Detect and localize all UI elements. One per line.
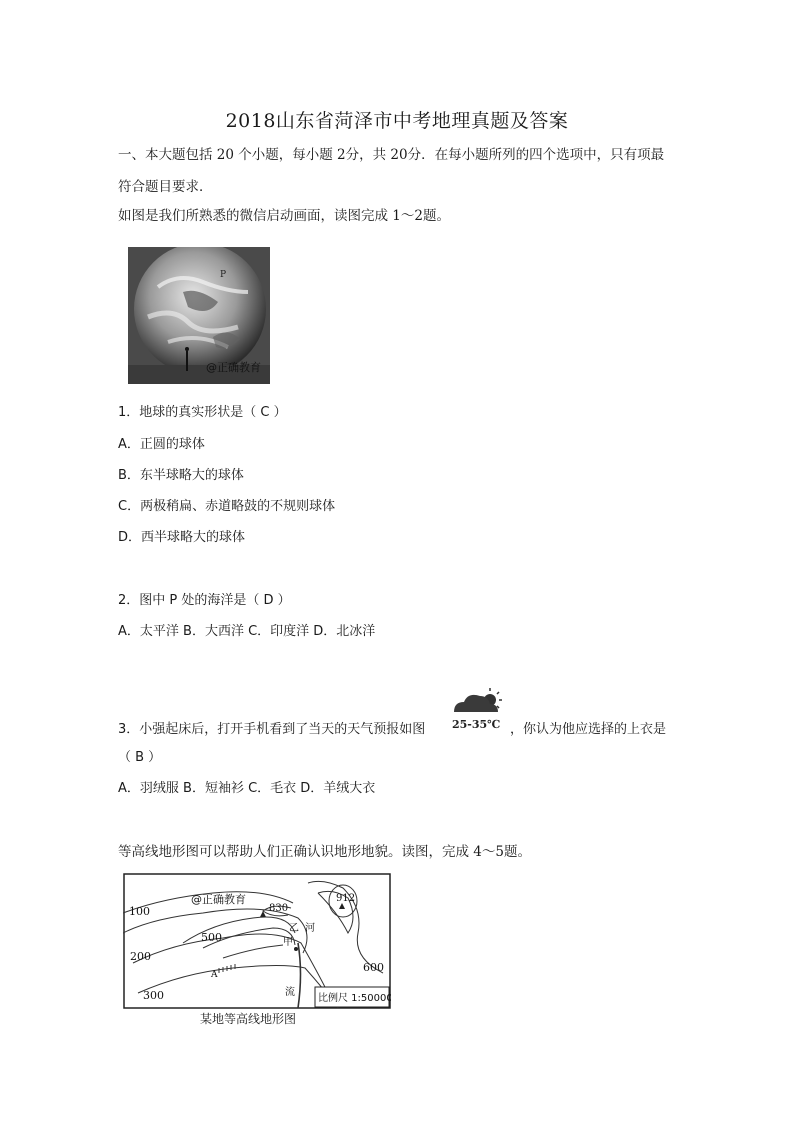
map-label-500: 500 (201, 931, 222, 944)
earth-watermark: @正确教育 (206, 361, 261, 374)
earth-image (128, 247, 270, 384)
map-label-yi: 乙 (289, 923, 299, 934)
map-label-830: 830 (269, 903, 289, 914)
map-label-300: 300 (143, 989, 164, 1002)
q3-answer: （ B ） (118, 750, 162, 765)
q3-stem-after: ，你认为他应选择的上衣是 (510, 722, 667, 737)
question-lead-1-2: 如图是我们所熟悉的微信启动画面，读图完成 1～2题。 (118, 208, 450, 224)
q3-stem-before: 3．小强起床后，打开手机看到了当天的天气预报如图 (118, 722, 426, 737)
map-label-912: 912 (336, 893, 356, 904)
map-label-100: 100 (129, 905, 150, 918)
map-label-a: A (211, 970, 218, 980)
q1-option-b: B．东半球略大的球体 (118, 468, 244, 483)
question-lead-4-5: 等高线地形图可以帮助人们正确认识地形地貌。读图，完成 4～5题。 (118, 844, 531, 860)
contour-map (123, 873, 391, 1009)
map-label-liu: 流 (285, 987, 295, 998)
q1-option-d: D．西半球略大的球体 (118, 530, 246, 545)
map-watermark: @正确教育 (191, 893, 246, 906)
map-label-600: 600 (363, 961, 384, 974)
map-scale: 比例尺 1:50000 (318, 993, 391, 1004)
map-label-200: 200 (130, 950, 151, 963)
q3-options: A．羽绒服 B．短袖衫 C．毛衣 D．羊绒大衣 (118, 781, 376, 796)
q1-option-c: C．两极稍扁、赤道略鼓的不规则球体 (118, 499, 336, 514)
q1-stem: 1．地球的真实形状是（ C ） (118, 405, 287, 420)
map-label-he: 河 (305, 923, 315, 934)
earth-globe-graphic (128, 247, 270, 384)
map-caption: 某地等高线地形图 (200, 1012, 297, 1026)
section-intro-line2: 符合题目要求． (118, 179, 213, 195)
weather-temperature: 25-35℃ (452, 718, 501, 731)
earth-p-label: P (220, 270, 227, 280)
weather-forecast-icon (450, 686, 506, 732)
q1-option-a: A．正圆的球体 (118, 437, 205, 452)
map-label-jia: 甲 (283, 937, 293, 948)
page-title: 2018山东省菏泽市中考地理真题及答案 (225, 110, 569, 132)
q2-options: A．太平洋 B．大西洋 C．印度洋 D．北冰洋 (118, 624, 376, 639)
section-intro-line1: 一、本大题包括 20 个小题，每小题 2分，共 20分．在每小题所列的四个选项中，只有项最 (118, 147, 665, 163)
q2-stem: 2．图中 P 处的海洋是（ D ） (118, 593, 291, 608)
